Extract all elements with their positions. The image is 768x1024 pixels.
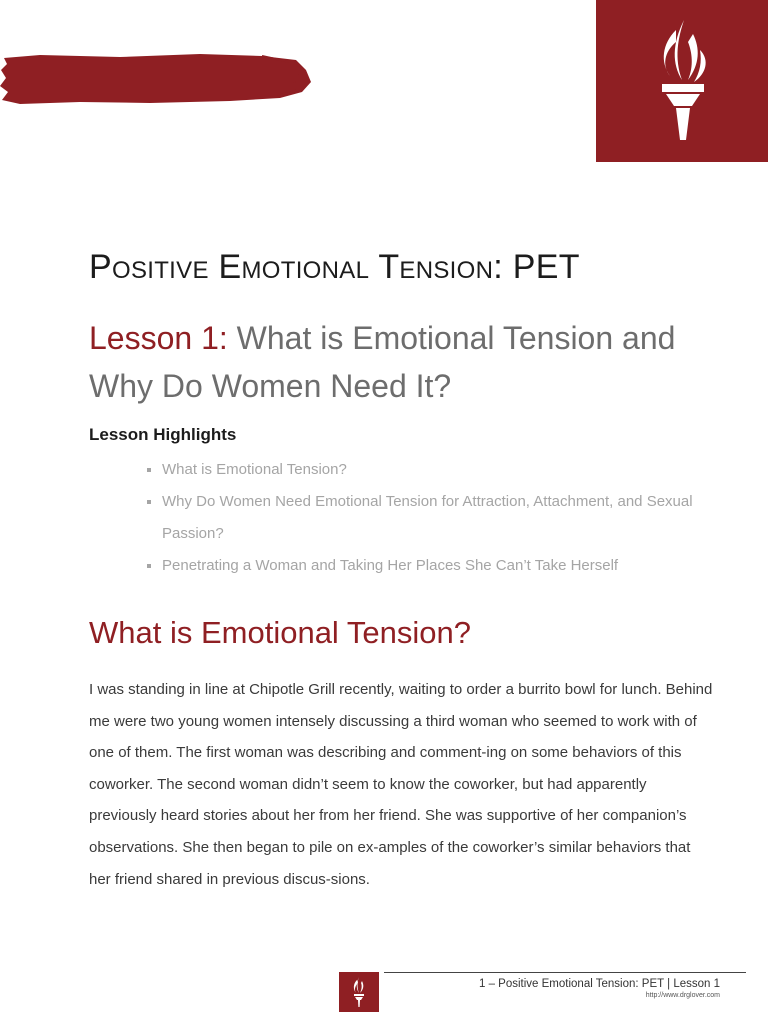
bullet-icon [147, 500, 151, 504]
highlight-item [147, 550, 717, 582]
bullet-icon [147, 564, 151, 568]
torch-icon [339, 972, 379, 1012]
bullet-icon [147, 468, 151, 472]
lesson-number: Lesson 1: [89, 320, 228, 356]
highlight-text: What is Emotional Tension? [162, 461, 347, 478]
footer-page-label: 1 – Positive Emotional Tension: PET | Lesson 1 [478, 978, 720, 990]
brush-stroke-shape [0, 52, 312, 106]
lesson-title [89, 314, 689, 410]
lesson-question: What is Emotional Tension and Why Do Women Need It? [89, 320, 676, 404]
brand-logo [596, 0, 768, 162]
section-heading: What is Emotional Tension? [89, 615, 471, 650]
page-title: Positive Emotional Tension: PET [89, 248, 580, 286]
author-line [31, 116, 249, 140]
author-name: Dr. Robert Glover [85, 116, 249, 139]
footer-url: http://www.drglover.com [645, 992, 720, 999]
body-paragraph: I was standing in line at Chipotle Grill recently, waiting to order a burrito bowl for lunch. Behind me were two young women intensely discussing a third woman who seemed to work with of one of them. The first woman was describing and comment-ing on some behaviors of this coworker. The second woman didn’t seem to know the coworker, but had apparently previously heard stories about her from her friend. She was supportive of her companion’s observations. She then began to pile on ex-amples of the coworker’s similar behaviors that her friend shared in previous discus-sions. [89, 681, 713, 888]
highlight-text: Why Do Women Need Emotional Tension for Attraction, Attachment, and Sexual Passion? [162, 493, 693, 542]
footer-divider [384, 972, 746, 973]
footer-logo [339, 972, 379, 1012]
highlights-list [147, 454, 717, 582]
author-prefix: Text: [31, 116, 80, 139]
highlights-heading: Lesson Highlights [89, 425, 237, 444]
author-brush-banner [0, 52, 312, 139]
highlight-item [147, 454, 717, 486]
highlight-text: Penetrating a Woman and Taking Her Places She Can’t Take Herself [162, 557, 619, 574]
torch-icon [596, 0, 768, 162]
highlight-item [147, 486, 717, 550]
